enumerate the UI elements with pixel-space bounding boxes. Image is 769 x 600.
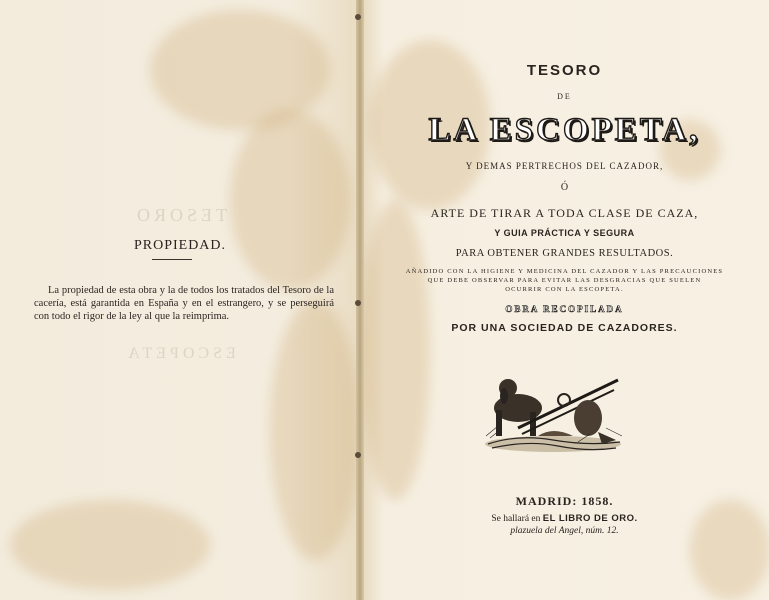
imprint-city-year: MADRID: 1858. bbox=[515, 494, 614, 508]
left-page bbox=[0, 0, 360, 600]
binding-stitch bbox=[355, 300, 361, 306]
bleed-through-text: ESCOPETA bbox=[124, 345, 236, 362]
foxing-stain bbox=[230, 110, 350, 290]
hunting-dog-and-gun-engraving-icon bbox=[478, 366, 628, 456]
compiled-work-label: OBRA RECOPILADA bbox=[505, 304, 624, 314]
supplement-line: OCURRIR CON LA ESCOPETA. bbox=[505, 286, 624, 293]
subtitle: Y DEMAS PERTRECHOS DEL CAZADOR, bbox=[465, 161, 664, 171]
results-line: PARA OBTENER GRANDES RESULTADOS. bbox=[455, 248, 674, 259]
binding-stitch bbox=[355, 452, 361, 458]
title-de: DE bbox=[557, 92, 572, 101]
property-notice: La propiedad de esta obra y la de todos los tratados del Tesoro de la cacería, está garantida en España y en el estrangero, y se perseguirá con todo el rigor de la ley al que la reimprima. bbox=[34, 284, 334, 322]
foxing-stain bbox=[360, 200, 430, 500]
author-line: POR UNA SOCIEDAD DE CAZADORES. bbox=[451, 322, 678, 334]
conjunction: Ó bbox=[560, 182, 569, 193]
bleed-through-text: TESORO bbox=[133, 205, 228, 225]
imprint-seller-prefix: Se hallará en bbox=[491, 514, 541, 524]
right-page bbox=[360, 0, 769, 600]
title-tesoro: TESORO bbox=[526, 62, 603, 79]
imprint-seller bbox=[360, 513, 769, 524]
guide-line: Y GUIA PRÁCTICA Y SEGURA bbox=[494, 228, 635, 238]
foxing-stain bbox=[10, 500, 210, 590]
property-heading: PROPIEDAD. bbox=[133, 238, 227, 253]
main-title: LA ESCOPETA, bbox=[428, 112, 701, 148]
divider-rule bbox=[152, 259, 192, 260]
alt-title: ARTE DE TIRAR A TODA CLASE DE CAZA, bbox=[430, 206, 699, 220]
supplement-line: QUE DEBE OBSERVAR PARA EVITAR LAS DESGRACIAS QUE SUELEN bbox=[427, 277, 702, 284]
imprint-shop-name: EL LIBRO DE ORO. bbox=[542, 513, 638, 524]
imprint-address: plazuela del Angel, núm. 12. bbox=[510, 526, 619, 536]
binding-stitch bbox=[355, 14, 361, 20]
supplement-line: AÑADIDO CON LA HIGIENE Y MEDICINA DEL CAZADOR Y LAS PRECAUCIONES bbox=[405, 268, 724, 275]
foxing-stain bbox=[270, 300, 360, 560]
